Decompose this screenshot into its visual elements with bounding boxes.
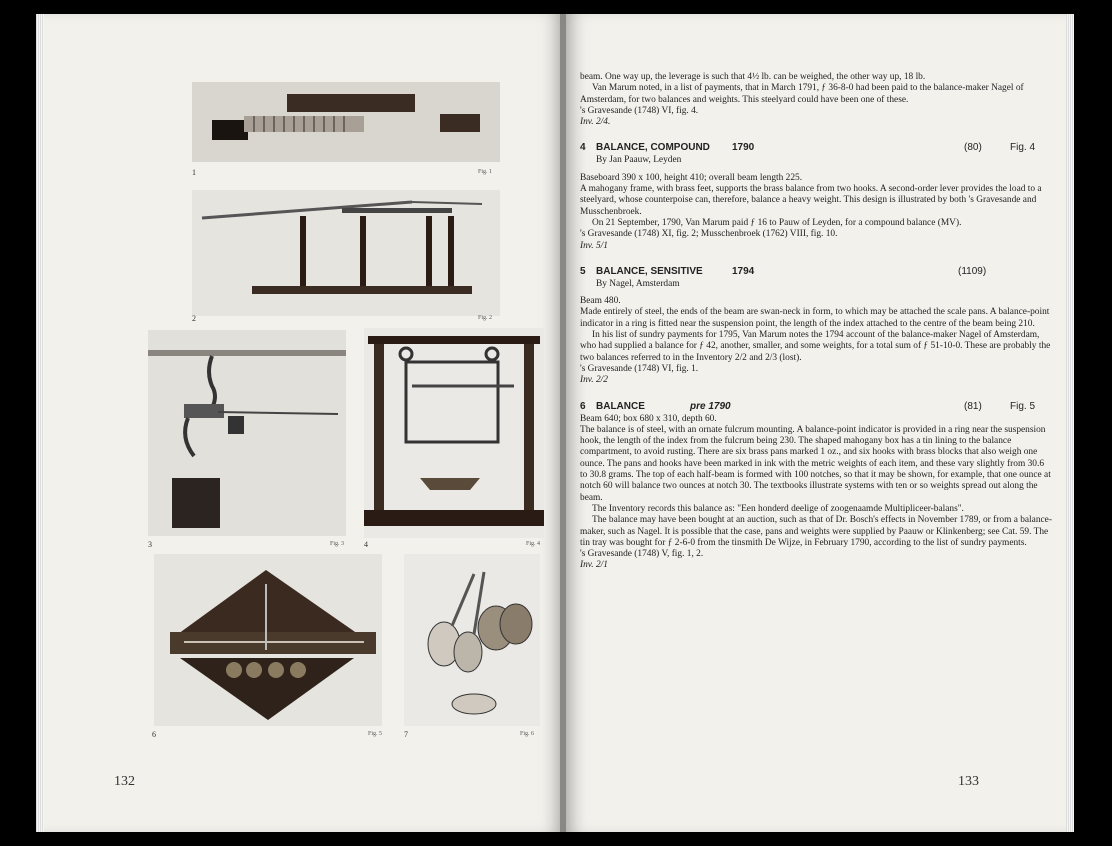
entry-5-heading [580,266,1052,279]
entry-paragraph: Baseboard 390 x 100, height 410; overall beam length 225. [580,172,803,183]
entry-title: BALANCE, SENSITIVE [596,265,703,277]
entry-ref: (1109) [958,265,987,277]
page-edge-left [36,14,44,832]
entry-paragraph: The Inventory records this balance as: "Een honderd deelige of zoogenaamde Multiplicеer-balans". [592,503,964,514]
figure-5-number: 6 [152,730,156,739]
page-edge-right [1066,14,1074,832]
entry-paragraph: A mahogany frame, with brass feet, supports the brass balance from two hooks. A second-order lever provides the load to a steelyard, whose counterpoise can, therefore, balance a heavy weight. This design is illustrated by both 's Gravesande and Musschenbroek. [580,184,1042,217]
figure-1-number: 1 [192,168,196,177]
entry-year: 1794 [732,265,755,277]
figure-3-photo [148,330,346,536]
figure-4-photo [364,328,544,538]
entry-paragraph: 's Gravesande (1748) V, fig. 1, 2. [580,549,704,560]
entry-inventory: Inv. 2/1 [580,560,608,571]
figure-5-label: Fig. 5 [368,731,383,737]
figure-6-label: Fig. 6 [520,731,535,737]
entry-paragraph: 's Gravesande (1748) XI, fig. 2; Musschenbroek (1762) VIII, fig. 10. [580,229,838,240]
figure-2-number: 2 [192,314,196,323]
entry-number: 4 [580,142,586,154]
reference-line: 's Gravesande (1748) VI, fig. 4. [580,105,699,116]
page-number-left: 132 [114,774,135,789]
page-number-right: 133 [958,774,979,789]
figure-2-label: Fig. 2 [478,315,493,321]
entry-paragraph: 's Gravesande (1748) VI, fig. 1. [580,363,699,374]
entry-paragraph: The balance is of steel, with an ornate fulcrum mounting. A balance-point indicator is provided in a ring near the suspension hook, the length of the index from the fulcrum being 230. The shaped mahogany box has a tin lining to the balance compartment, to avoid rusting. There are six brass pans marked 1 oz., and six hooks with brass blocks that also weigh one ounce. The pans and hooks have been marked in ink with the metric weights of each item, and these vary slightly from 30.6 to 30.8 grams. The top of each half-beam is formed with 100 notches, so that it may be shown, for example, that one ounce at notch 60 will balance two ounces at notch 30. The textbooks illustrate systems with ten or so weights spread out along the beam. [580,424,1051,503]
entry-title: BALANCE, COMPOUND [596,142,710,154]
entry-paragraph: On 21 September, 1790, Van Marum paid ƒ 16 to Pauw of Leyden, for a compound balance (MV). [592,217,962,228]
intro-text: Van Marum noted, in a list of payments, that in March 1791, ƒ 36-8-0 had been paid to the balance-maker Nagel of Amsterdam, for two balances and weights. This steelyard could have been one of these. [580,83,1024,105]
figure-5-photo [154,554,382,726]
entry-paragraph: In his list of sundry payments for 1795, Van Marum notes the 1794 account of the balance-maker Nagel of Amsterdam, who had supplied a balance for ƒ 42, another, smaller, and some weights, for a total sum of ƒ 51-10-0. These are probably the two balances referred to in the Inventory 2/2 and 2/3 (lost). [580,330,1051,363]
intro-text: beam. One way up, the leverage is such that 4½ lb. can be weighed, the other way up, 18 lb. [580,72,926,82]
figure-1-photo [192,82,500,162]
figure-1-label: Fig. 1 [478,169,493,175]
entry-inventory: Inv. 2/2 [580,375,608,386]
figure-6-photo [404,554,540,726]
right-page [566,14,1066,832]
right-page-text [580,72,1052,572]
entry-4-heading [580,142,1052,155]
entry-maker: By Jan Paauw, Leyden [596,155,682,166]
entry-year: 1790 [732,142,755,154]
entry-ref: (80) [964,142,982,154]
left-page [44,14,562,832]
figure-6-number: 7 [404,730,408,739]
figure-2-photo [192,190,500,316]
entry-number: 5 [580,265,586,277]
entry-number: 6 [580,400,586,412]
entry-fig: Fig. 5 [1010,400,1036,412]
entry-title: BALANCE [596,400,645,412]
inventory-line: Inv. 2/4. [580,117,611,128]
figure-3-label: Fig. 3 [330,541,345,547]
entry-year: pre 1790 [690,400,731,412]
figure-4-number: 4 [364,540,368,549]
entry-inventory: Inv. 5/1 [580,240,608,251]
figure-4-label: Fig. 4 [526,541,541,547]
entry-6-heading [580,401,1052,414]
entry-fig: Fig. 4 [1010,142,1036,154]
entry-paragraph: Made entirely of steel, the ends of the beam are swan-neck in form, to which may be attached the scale pans. A balance-point indicator in a ring is fitted near the suspension point, the length of the index attached to the centre of the beam being 210. [580,307,1050,329]
entry-maker: By Nagel, Amsterdam [596,278,680,289]
figure-3-number: 3 [148,540,152,549]
entry-paragraph: Beam 640; box 680 x 310, depth 60. [580,413,717,424]
entry-ref: (81) [964,400,982,412]
entry-paragraph: Beam 480. [580,296,621,307]
entry-paragraph: The balance may have been bought at an auction, such as that of Dr. Bosch's effects in November 1789, or from a balance-maker, such as Nagel. It is possible that the case, pans and weights were supplied by Paauw or Klinkenberg; see Cat. 59. The tin tray was bought for ƒ 2-6-0 from the tinsmith De Wijze, in February 1790, according to the list of sundry payments. [580,515,1052,548]
